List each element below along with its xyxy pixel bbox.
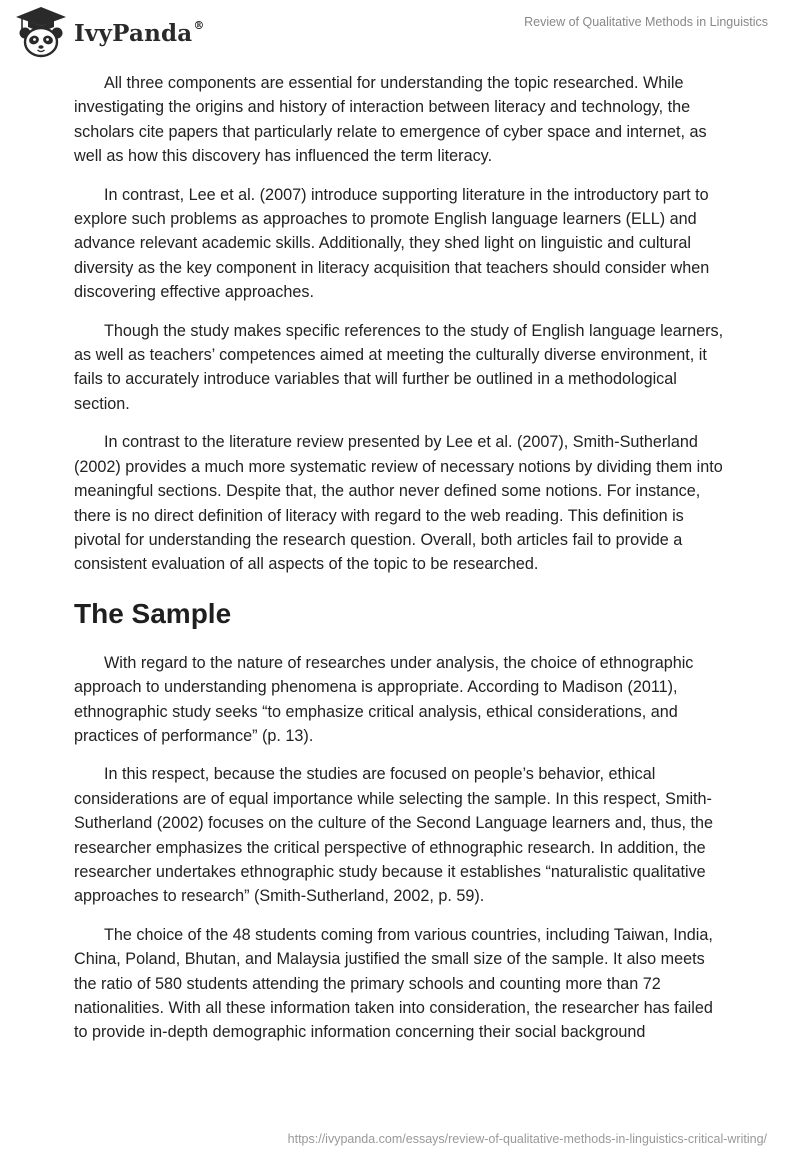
paragraph: All three components are essential for understanding the topic researched. While investigating the origins and history of interaction between literacy and technology, the scholars cite papers that particularly relate to emergence of cyber space and internet, as well as how this discovery has influenced the term literacy. xyxy=(74,74,707,166)
paragraph: In contrast, Lee et al. (2007) introduce supporting literature in the introductory part to explore such problems as approaches to promote English language learners (ELL) and advance relevant academic skills. Additionally, they shed light on linguistic and cultural diversity as the key component in literacy acquisition that teachers should consider when discovering effective approaches. xyxy=(74,185,710,302)
paragraph: In contrast to the literature review presented by Lee et al. (2007), Smith-Sutherland (2002) provides a much more systematic review of necessary notions by dividing them into meaningful sections. Despite that, the author never defined some notions. For instance, there is no direct definition of literacy with regard to the web reading. This definition is pivotal for understanding the research question. Overall, both articles fail to provide a consistent evaluation of all aspects of the topic to be researched. xyxy=(74,433,723,574)
paragraph: The choice of the 48 students coming from various countries, including Taiwan, India, China, Poland, Bhutan, and Malaysia justified the small size of the sample. It also meets the ratio of 580 students attending the primary schools and counting more than 72 nationalities. With all these information taken into consideration, the researcher has failed to provide in-depth demographic information concerning their social background xyxy=(74,925,713,1042)
section-heading: The Sample xyxy=(74,597,232,629)
paragraph: In this respect, because the studies are focused on people’s behavior, ethical considerations are of equal importance while selecting the sample. In this respect, Smith-Sutherland (2002) focuses on the culture of the Second Language learners and, thus, the researcher emphasizes the critical perspective of ethnographic research. In addition, the researcher undertakes ethnographic study because it establishes “naturalistic qualitative approaches to research” (Smith-Sutherland, 2002, p. 59). xyxy=(74,765,713,906)
brand-logo[interactable] xyxy=(14,6,205,58)
document-title: Review of Qualitative Methods in Linguistics xyxy=(524,15,768,29)
paragraph: Though the study makes specific references to the study of English language learners, as well as teachers’ competences aimed at meeting the culturally diverse environment, it fails to accurately introduce variables that will further be outlined in a methodological section. xyxy=(74,321,724,413)
essay-body xyxy=(74,71,730,1059)
page-header xyxy=(0,0,800,60)
brand-name: IvyPanda® xyxy=(74,18,205,47)
registered-mark: ® xyxy=(193,18,205,32)
source-url[interactable]: https://ivypanda.com/essays/review-of-qualitative-methods-in-linguistics-critical-writing/ xyxy=(287,1132,767,1146)
panda-graduate-icon xyxy=(14,6,68,58)
paragraph: With regard to the nature of researches under analysis, the choice of ethnographic approach to understanding phenomena is appropriate. According to Madison (2011), ethnographic study seeks “to emphasize critical analysis, ethical considerations, and practices of performance” (p. 13). xyxy=(74,653,694,745)
